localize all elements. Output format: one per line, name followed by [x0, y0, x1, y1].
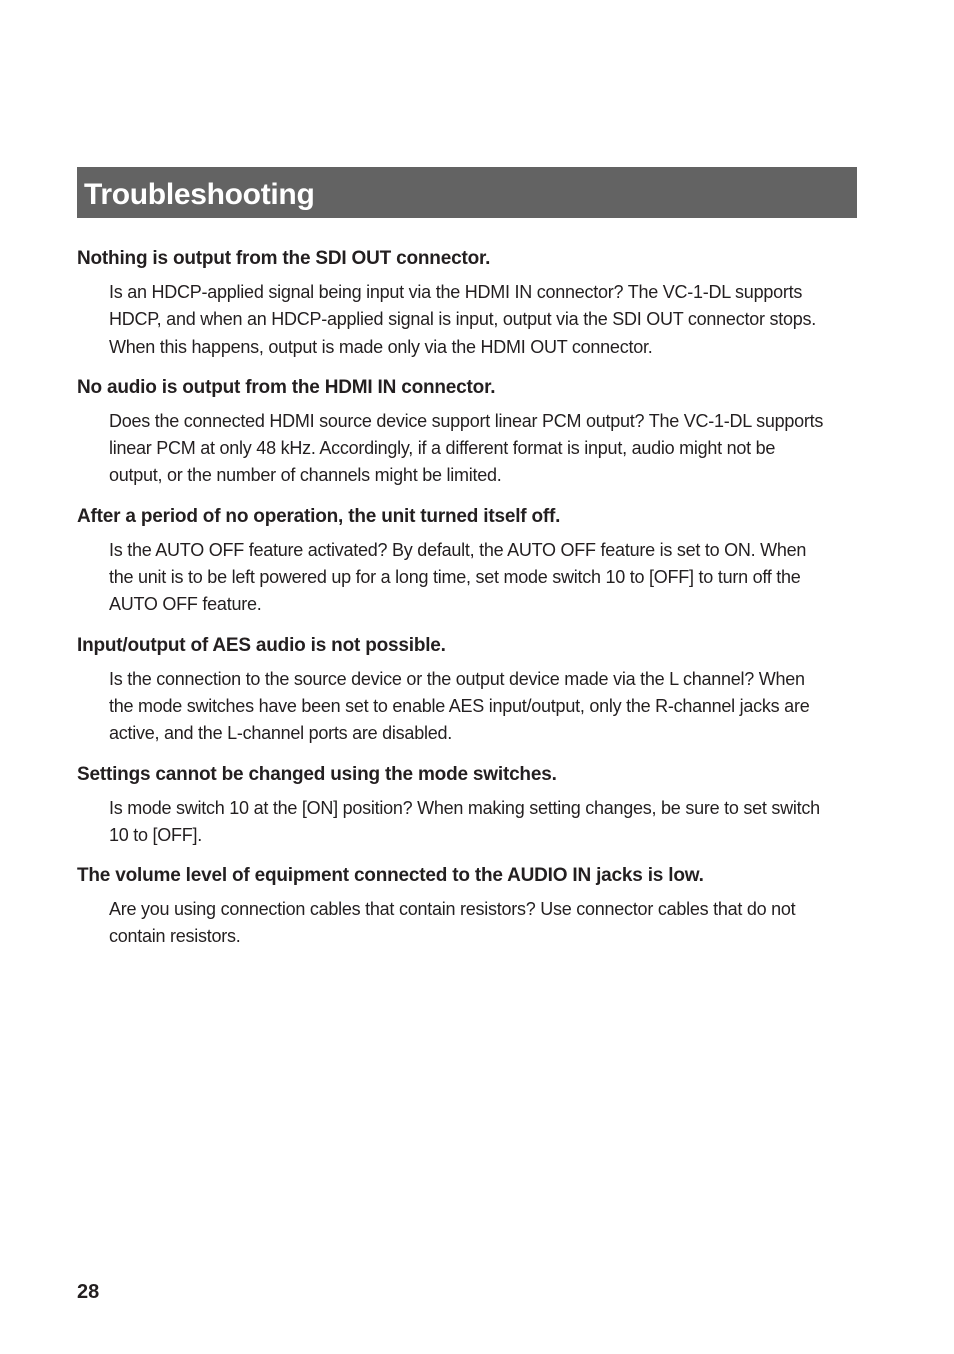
- issue-heading: The volume level of equipment connected to the AUDIO IN jacks is low.: [77, 865, 704, 887]
- issue-heading: No audio is output from the HDMI IN connector.: [77, 376, 496, 398]
- issue-heading: Settings cannot be changed using the mode switches.: [77, 763, 557, 785]
- troubleshooting-item: [77, 246, 837, 361]
- troubleshooting-list: [77, 246, 837, 965]
- troubleshooting-item: [77, 762, 837, 850]
- page-title: Troubleshooting: [84, 178, 315, 211]
- issue-solution: Are you using connection cables that contain resistors? Use connector cables that do not contain resistors.: [109, 899, 796, 947]
- issue-solution: Is the connection to the source device or the output device made via the L channel? When the mode switches have been set to enable AES input/output, only the R-channel jacks are active, and the L-channel ports are disabled.: [109, 668, 810, 744]
- issue-solution: Does the connected HDMI source device support linear PCM output? The VC-1-DL supports linear PCM at only 48 kHz. Accordingly, if a different format is input, audio might not be output, or the number of channels might be limited.: [109, 410, 824, 486]
- issue-solution: Is an HDCP-applied signal being input via the HDMI IN connector? The VC-1-DL supports HDCP, and when an HDCP-applied signal is input, output via the SDI OUT connector stops. When this happens, output is made only via the HDMI OUT connector.: [109, 282, 816, 357]
- section-title-bar: [77, 167, 857, 218]
- issue-solution: Is the AUTO OFF feature activated? By default, the AUTO OFF feature is set to ON. When the unit is to be left powered up for a long time, set mode switch 10 to [OFF] to turn off the AUTO OFF feature.: [109, 539, 807, 615]
- troubleshooting-item: [77, 504, 837, 619]
- page-number: 28: [77, 1281, 100, 1303]
- issue-heading: After a period of no operation, the unit turned itself off.: [77, 505, 561, 527]
- troubleshooting-item: [77, 633, 837, 748]
- issue-solution: Is mode switch 10 at the [ON] position? When making setting changes, be sure to set switch 10 to [OFF].: [109, 797, 820, 845]
- issue-heading: Input/output of AES audio is not possible.: [77, 634, 446, 656]
- troubleshooting-item: [77, 375, 837, 490]
- issue-heading: Nothing is output from the SDI OUT connector.: [77, 248, 491, 269]
- troubleshooting-item: [77, 863, 837, 951]
